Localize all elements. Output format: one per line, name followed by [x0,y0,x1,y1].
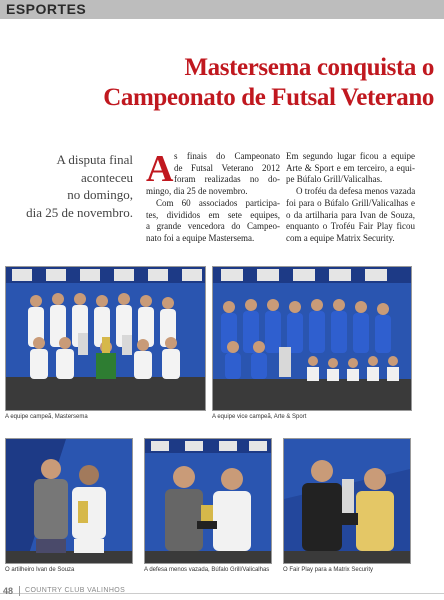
photo-top-scorer [5,438,133,564]
article-line: de Futsal Veterano 2012 [174,162,280,173]
article-line: com a equipe Matrix Security. [286,232,395,243]
article-column-2 [286,151,415,245]
article-line: tes, divididos em sete equipes, [146,209,280,220]
subtitle-line: aconteceu [81,170,133,185]
photo-caption: A equipe vice campeã, Arte & Sport [212,414,307,420]
photo-caption: A defesa menos vazada, Búfalo Grill/Valicalhas [144,567,270,573]
article-column-1 [146,148,280,245]
article-line: nato foi a equipe Mastersema. [146,232,255,243]
photo-team-mastersema [5,266,206,411]
article-line: foram realizadas no do- [174,174,280,185]
article-line: o da artilharia para Ivan de Souza, [286,209,415,220]
article-line: Com 60 associados participa- [156,197,280,208]
article-line: pe Búfalo Grill/Valicalhas. [286,174,383,185]
photo-caption: A equipe campeã, Mastersema [5,414,88,420]
section-label: ESPORTES [6,1,87,17]
photo-caption: O artilheiro Ivan de Souza [5,567,75,573]
photo-team-arte-sport [212,266,412,411]
subtitle-line: A disputa final [56,152,133,167]
headline-line-2: Campeonato de Futsal Veterano [103,84,434,111]
subtitle-line: no domingo, [67,187,133,202]
article-line: O troféu da defesa menos vazada [296,186,416,197]
article-line: foi para o Búfalo Grill/Valicalhas e [286,197,415,208]
article-line: Em segundo lugar ficou a equipe [286,151,415,161]
subtitle-line: dia 25 de novembro. [26,205,133,220]
article-line: enquanto o Troféu Fair Play ficou [286,221,415,232]
article-line: Arte & Sport e em terceiro, a equi- [286,162,415,173]
footer-separator [19,586,20,596]
page-number: 48 [3,586,14,596]
headline-line-1: Mastersema conquista o [184,54,434,81]
article-line: mingo, dia 25 de novembro. [146,186,248,197]
article-line: a grande vencedora do Campeo- [146,221,280,232]
drop-cap: A [146,148,174,190]
footer-magazine-name: COUNTRY CLUB VALINHOS [25,587,126,594]
article-line: s finais do Campeonato [174,151,280,161]
photo-caption: O Fair Play para a Matrix Security [283,567,374,573]
photo-best-defense [144,438,272,564]
photo-fair-play [283,438,411,564]
